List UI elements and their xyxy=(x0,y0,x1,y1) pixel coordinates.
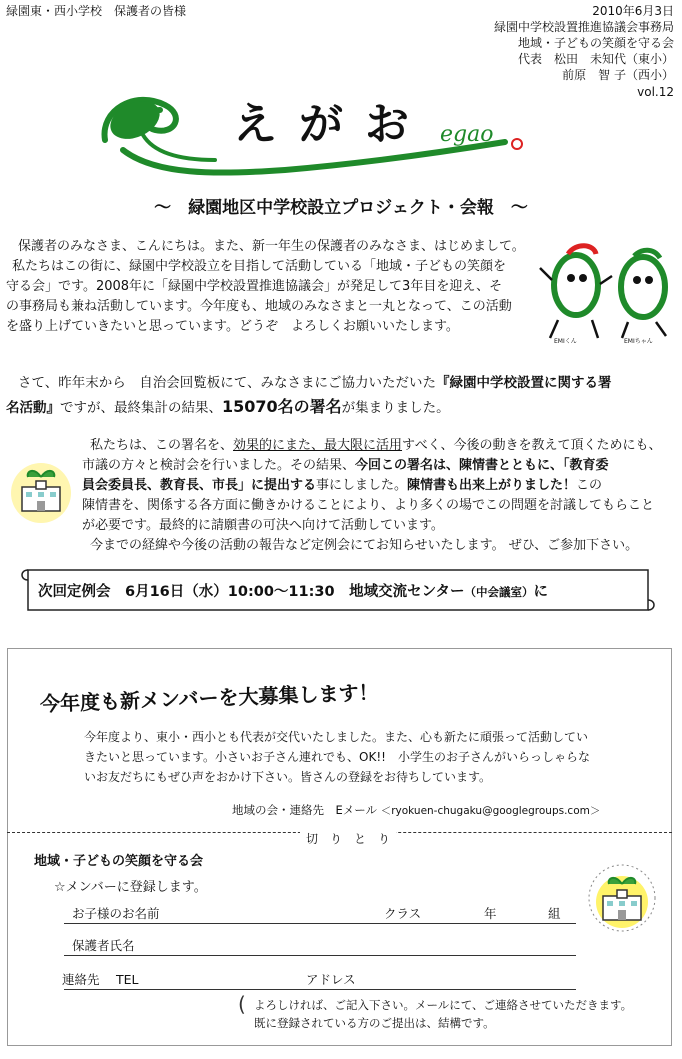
recruitment-line: いお友だちにもぜひ声をおかけ下さい。皆さんの登録をお待ちしています。 xyxy=(84,770,492,784)
intro-line: を盛り上げていきたいと思っています。どうぞ よろしくお願いいたします。 xyxy=(6,319,459,334)
meeting-suffix: に xyxy=(533,584,548,600)
child-name-field[interactable] xyxy=(64,923,576,924)
signature-campaign-name: 『緑園中学校設置に関する署 xyxy=(435,375,612,391)
mascots xyxy=(538,240,678,350)
recruitment-paragraph xyxy=(84,727,664,787)
form-org-name: 地域・子どもの笑顔を守る会 xyxy=(34,854,204,869)
newsletter-subtitle: ～ 緑園地区中学校設立プロジェクト・会報 ～ xyxy=(154,198,528,218)
petition-text: 私たちは、この署名を、 xyxy=(90,438,234,453)
recruitment-heading: 今年度も新メンバーを大募集します！ xyxy=(39,680,379,716)
volume-number: vol.12 xyxy=(637,85,674,99)
petition-emphasis: 員会委員長、教育長、市長」に提出する xyxy=(82,478,317,493)
contact-label: 地域の会・連絡先 Eメール xyxy=(232,803,378,817)
year-label: 年 xyxy=(484,906,497,921)
signature-text: さて、昨年末から 自治会回覧板にて、みなさまにご協力いただいた xyxy=(18,375,436,391)
form-note-line: 既に登録されている方のご提出は、結構です。 xyxy=(254,1016,495,1030)
logo-title: えがお xyxy=(233,99,431,150)
cut-label: 切 り と り xyxy=(300,830,396,847)
petition-paragraph xyxy=(82,436,678,556)
contact-field[interactable] xyxy=(64,989,576,990)
address-label: アドレス xyxy=(306,972,356,987)
signature-paragraph xyxy=(6,372,666,420)
intro-line: 守る会」です。2008年に「緑園中学校設置推進協議会」が発足して3年目を迎え、そ xyxy=(6,279,503,294)
signature-count: 15070名の署名 xyxy=(222,397,342,416)
petition-emphasis: 今回この署名は、陳情書とともに、「教育委 xyxy=(355,458,609,473)
logo-script: egao xyxy=(440,122,494,147)
child-name-label: お子様のお名前 xyxy=(72,906,160,921)
signature-text: が集まりました。 xyxy=(341,400,450,416)
representative-2: 前原 智 子（西小） xyxy=(562,68,674,82)
meeting-banner xyxy=(18,564,658,616)
class-label: クラス xyxy=(384,906,422,921)
note-bracket-left: ( xyxy=(238,992,246,1016)
form-note xyxy=(254,996,664,1032)
intro-paragraph xyxy=(6,237,541,337)
issue-date: 2010年6月3日 xyxy=(592,4,674,18)
mascot-label-girl: EMIちゃん xyxy=(624,338,653,345)
signature-text: ですが、最終集計の結果、 xyxy=(60,400,222,416)
petition-emphasis: 効果的にまた、最大限に活用 xyxy=(233,438,403,453)
form-note-line: よろしければ、ご記入下さい。メールにて、ご連絡させていただきます。 xyxy=(254,998,633,1012)
intro-line: 保護者のみなさま、こんにちは。また、新一年生の保護者のみなさま、はじめまして。 xyxy=(18,239,525,254)
guardian-name-field[interactable] xyxy=(64,955,576,956)
form-register-text: ☆メンバーに登録します。 xyxy=(54,880,207,895)
signature-campaign-name-cont: 名活動』 xyxy=(6,400,60,416)
intro-line: 私たちはこの街に、緑園中学校設立を目指して活動している「地域・子どもの笑顔を xyxy=(12,259,507,274)
group-label: 組 xyxy=(548,906,561,921)
petition-text: この xyxy=(576,478,603,493)
tel-label: 連絡先 TEL xyxy=(62,972,139,987)
mascot-label-boy: EMIくん xyxy=(554,338,577,345)
petition-text: 今までの経緯や今後の活動の報告など定例会にてお知らせいたします。 ぜひ、ご参加下さい。 xyxy=(90,538,639,553)
intro-line: の事務局も兼ね活動しています。今年度も、地域のみなさまと一丸となって、この活動 xyxy=(6,299,512,314)
petition-text: 事にしました。 xyxy=(316,478,408,493)
petition-text: すべく、今後の動きを教えて頂くためにも、 xyxy=(402,438,662,453)
school-illustration-icon xyxy=(6,455,76,525)
contact-line xyxy=(232,802,600,818)
representative-1: 代表 松田 未知代（東小） xyxy=(517,52,674,66)
petition-text: 陳情書を、関係する各方面に働きかけることにより、より多くの場でこの問題を討議してもらこと xyxy=(82,498,655,513)
contact-email[interactable]: ＜ryokuen-chugaku@googlegroups.com＞ xyxy=(380,805,601,817)
meeting-label: 次回定例会 6月16日（水）10:00～11:30 地域交流センター xyxy=(38,584,465,600)
recruitment-line: きたいと思っています。小さいお子さん連れでも、OK!! 小学生のお子さんがいらっしゃらな xyxy=(84,750,590,764)
next-meeting xyxy=(38,580,548,601)
petition-text: 市議の方々と検討会を行いました。その結果、 xyxy=(82,458,356,473)
addressee: 緑園東・西小学校 保護者の皆様 xyxy=(6,4,187,18)
meeting-room: （中会議室） xyxy=(464,585,534,599)
org-secretariat: 緑園中学校設置推進協議会事務局 xyxy=(493,20,674,34)
school-stamp-icon xyxy=(586,862,658,934)
petition-emphasis: 陳情書も出来上がりました！ xyxy=(407,478,577,493)
mascot-illustration-icon xyxy=(538,240,678,350)
petition-text: が必要です。最終的に請願書の可決へ向けて活動しています。 xyxy=(82,518,444,533)
egao-logo xyxy=(95,80,555,190)
recruitment-line: 今年度より、東小・西小とも代表が交代いたしました。また、心も新たに頑張って活動してい xyxy=(84,730,589,744)
guardian-name-label: 保護者氏名 xyxy=(72,938,135,953)
org-name: 地域・子どもの笑顔を守る会 xyxy=(517,36,674,50)
